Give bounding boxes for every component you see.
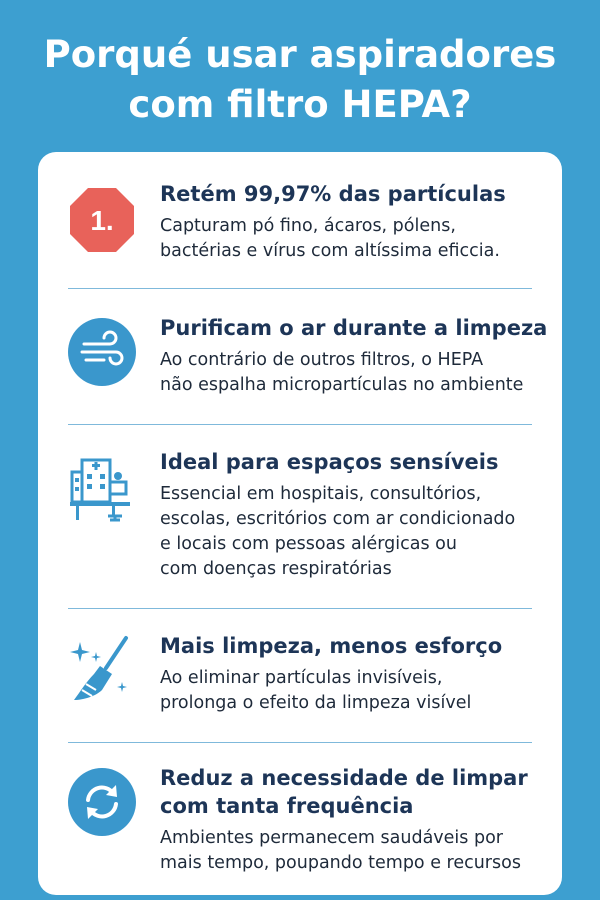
description-line: e locais com pessoas alérgicas ou [160,534,457,554]
benefit-heading: Purificam o ar durante a limpeza [160,316,548,340]
heading-line: Reduz a necessidade de limpar [160,766,528,790]
page-title-line-1: Porqué usar aspiradores [43,33,557,76]
benefit-description [160,348,550,398]
description-line: Ambientes permanecem saudáveis por [160,828,503,848]
badge-number: 1. [90,205,114,236]
air-wind-icon [66,316,138,388]
divider [68,742,532,743]
page-title-line-2: com filtro HEPA? [128,83,472,126]
benefit-text [160,180,550,264]
divider [68,608,532,609]
benefit-text [160,632,550,716]
number-one-octagon-icon [66,184,138,256]
benefit-description [160,666,550,716]
hospital-building-icon [66,452,138,524]
description-line: Ao contrário de outros filtros, o HEPA [160,350,484,370]
description-line: prolonga o efeito da limpeza visível [160,693,472,713]
broom-sparkle-icon [66,632,138,704]
benefit-heading: Ideal para espaços sensíveis [160,450,499,474]
description-line: bactérias e vírus com altíssima eficcia. [160,241,500,261]
description-line: não espalha micropartículas no ambiente [160,375,524,395]
divider [68,424,532,425]
description-line: escolas, escritórios com ar condicionado [160,509,516,529]
benefit-heading: Mais limpeza, menos esforço [160,634,503,658]
benefit-text [160,314,550,398]
benefit-description [160,214,550,264]
benefits-card [38,152,562,895]
description-line: Essencial em hospitais, consultórios, [160,484,482,504]
page-title [0,30,600,130]
description-line: Capturam pó fino, ácaros, pólens, [160,216,456,236]
heading-line: com tanta frequência [160,794,414,818]
refresh-cycle-icon [66,766,138,838]
benefit-text [160,448,550,582]
benefit-heading [160,764,550,820]
description-line: Ao eliminar partículas invisíveis, [160,668,443,688]
benefit-description [160,826,550,876]
benefit-heading: Retém 99,97% das partículas [160,182,506,206]
divider [68,288,532,289]
description-line: mais tempo, poupando tempo e recursos [160,853,521,873]
benefit-description [160,482,550,582]
benefit-text [160,764,550,876]
description-line: com doenças respiratórias [160,559,392,579]
